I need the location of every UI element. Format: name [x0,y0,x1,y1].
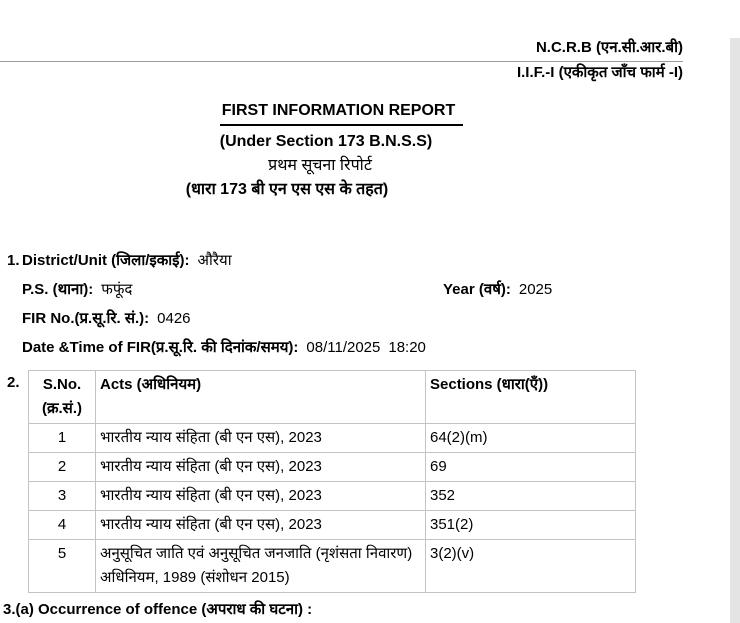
section-3-occurrence-block [0,599,740,621]
row-act: भारतीय न्याय संहिता (बी एन एस), 2023 [96,453,426,482]
district-label: District/Unit (जिला/इकाई): [22,252,190,269]
row-act: अनुसूचित जाति एवं अनुसूचित जनजाति (नृशंसता निवारण) अधिनियम, 1989 (संशोधन 2015) [96,540,426,593]
table-row [29,482,636,511]
section-1-number: 1. [7,252,20,269]
row-act: भारतीय न्याय संहिता (बी एन एस), 2023 [96,424,426,453]
row-act: भारतीय न्याय संहिता (बी एन एस), 2023 [96,511,426,540]
fir-date-value: 08/11/2025 [306,339,381,356]
title-subtitle-english: (Under Section 173 B.N.S.S) [219,133,433,150]
row-sno: 4 [29,511,96,540]
title-hindi: प्रथम सूचना रिपोर्ट [268,157,372,174]
header-iif-line: I.I.F.-I (एकीकृत जाँच फार्म -I) [516,64,683,81]
occurrence-label: Occurrence of offence (अपराध की घटना) : [38,601,313,618]
acts-sections-table [28,370,636,593]
fir-no-label: FIR No.(प्र.सू.रि. सं.): [22,310,150,327]
header-acts: Acts (अधिनियम) [96,371,426,424]
year-value: 2025 [518,281,553,298]
table-header-row [29,371,636,424]
year-group [443,275,552,304]
table-row [29,453,636,482]
year-label: Year (वर्ष): [443,281,511,298]
row-sno: 2 [29,453,96,482]
row-section: 3(2)(v) [426,540,636,593]
header-ncrb-line: N.C.R.B (एन.सी.आर.बी) [0,38,683,62]
row-section: 352 [426,482,636,511]
ps-label: P.S. (थाना): [22,281,94,298]
table-row [29,511,636,540]
fir-datetime-label: Date &Time of FIR(प्र.सू.रि. की दिनांक/समय): [22,339,299,356]
row-sno: 5 [29,540,96,593]
section-2-acts-block [0,370,740,593]
title-block [0,99,683,202]
page-edge-gutter [730,38,740,623]
document-header [0,38,683,83]
ps-year-line [22,275,740,304]
title-row [0,99,683,126]
row-sno: 3 [29,482,96,511]
ps-value: फफूंद [101,281,133,298]
row-act: भारतीय न्याय संहिता (बी एन एस), 2023 [96,482,426,511]
fir-datetime-line [22,333,740,362]
district-value: औरैया [197,252,232,269]
table-row [29,540,636,593]
section-1-district-block [0,246,740,362]
table-row [29,424,636,453]
header-sections: Sections (धारा(एँ)) [426,371,636,424]
fir-no-line [22,304,740,333]
row-section: 69 [426,453,636,482]
row-section: 351(2) [426,511,636,540]
district-line [22,246,740,275]
row-section: 64(2)(m) [426,424,636,453]
fir-no-value: 0426 [157,310,191,327]
header-sno [29,371,96,424]
row-sno: 1 [29,424,96,453]
fir-document-page [0,38,740,623]
fir-time-value: 18:20 [388,339,426,356]
section-3-number: 3.(a) [3,601,34,618]
document-title: FIRST INFORMATION REPORT [220,99,463,126]
header-sno-hi: (क्र.सं.) [42,400,82,417]
section-2-number: 2. [7,374,20,391]
title-hindi-section: (धारा 173 बी एन एस एस के तहत) [185,181,389,198]
header-sno-en: S.No. [42,376,82,393]
